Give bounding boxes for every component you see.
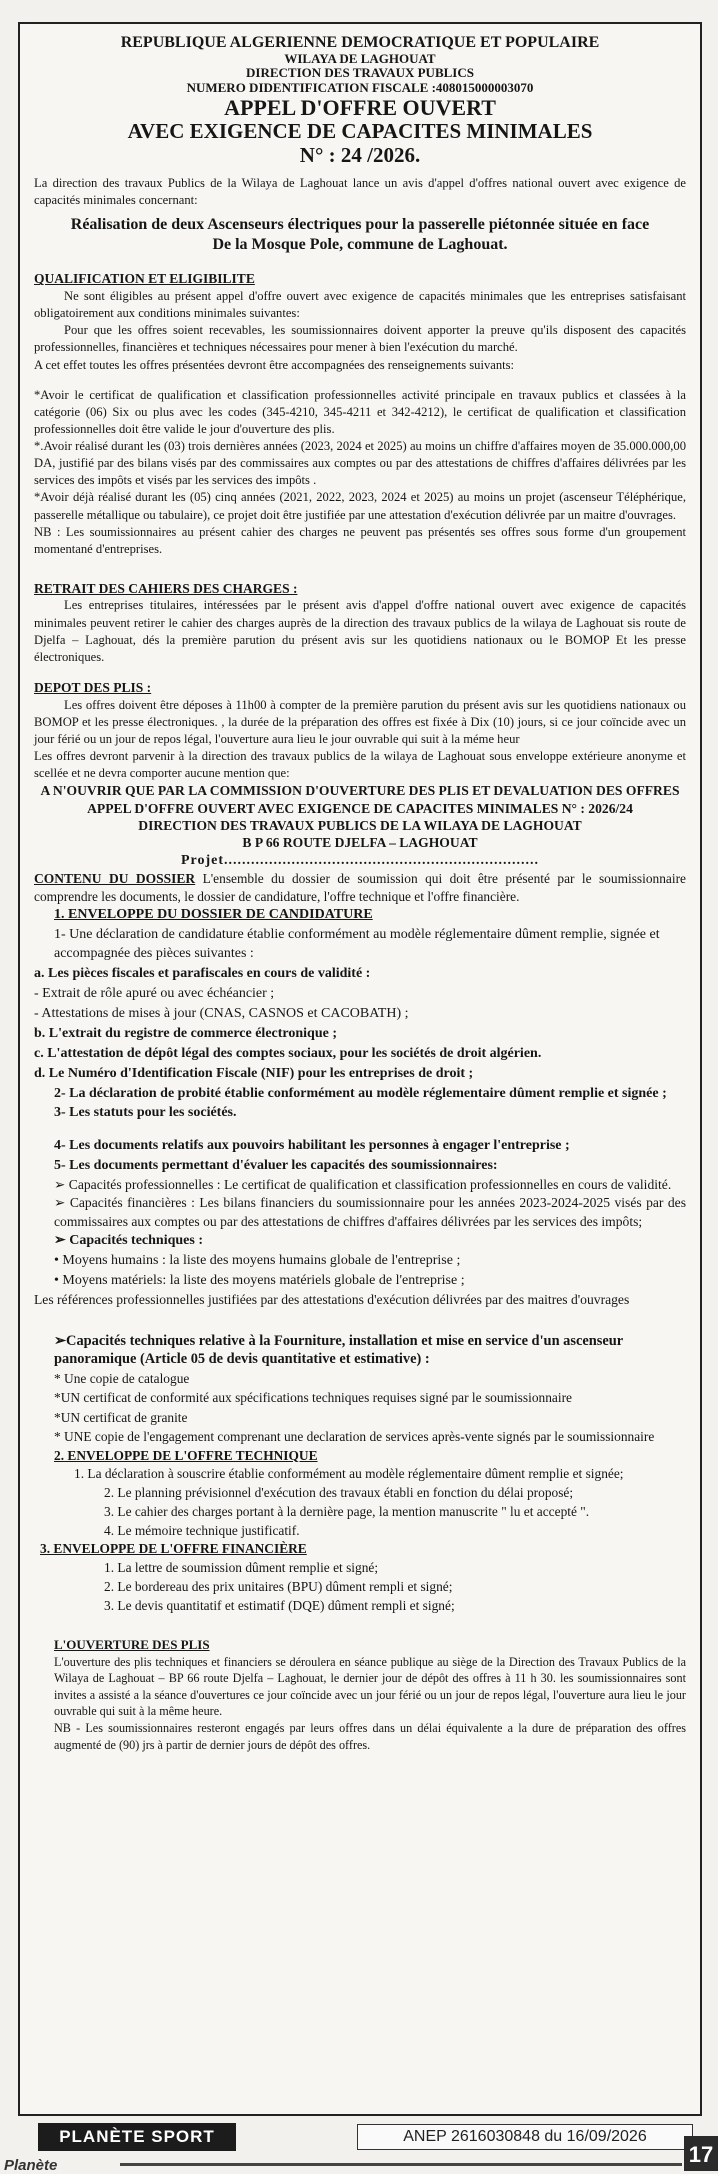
list-item: c. L'attestation de dépôt légal des comptes sociaux, pour les sociétés de droit algérien.: [34, 1045, 542, 1061]
direction-line: DIRECTION DES TRAVAUX PUBLICS: [246, 65, 474, 81]
notice-number: N° : 24 /2026.: [299, 142, 421, 167]
capacites-financieres: ➢ Capacités financières : Les bilans financiers du soumissionnaire pour les années 2023-2024-2025 visés par des commissaires aux comptes ou par des attestations de chiffres d'affaires délivrées par les services des impôts;: [54, 1195, 686, 1229]
capacites-techniques: ➢ Capacités techniques :: [54, 1233, 204, 1249]
envelope-caption-2: APPEL D'OFFRE OUVERT AVEC EXIGENCE DE CAPACITES MINIMALES N° : 2026/24: [87, 800, 633, 816]
depot-heading: DEPOT DES PLIS :: [34, 679, 152, 695]
fourniture-list: [34, 1369, 686, 1447]
publication-logo: Planète: [4, 2157, 58, 2171]
qualification-p3: A cet effet toutes les offres présentées devront être accompagnées des renseignements suivants:: [34, 357, 515, 372]
footer-rule: [120, 2163, 682, 2166]
project-line-1: Réalisation de deux Ascenseurs électriques pour la passerelle piétonnée située en face: [70, 216, 650, 234]
list-item: 2. Le planning prévisionnel d'exécution des travaux établi en fonction du délai proposé;: [104, 1485, 574, 1501]
contenu-heading: CONTENU DU DOSSIER: [34, 870, 196, 886]
nif-line: NUMERO DIDENTIFICATION FISCALE :408015000003070: [186, 80, 534, 95]
list-item: b. L'extrait du registre de commerce électronique ;: [34, 1025, 337, 1041]
list-item: 4. Le mémoire technique justificatif.: [104, 1523, 300, 1539]
qualification-bullet-1: *Avoir le certificat de qualification et classification professionnelles activité principale en travaux publics et classées à la catégorie (06) Six ou plus avec les codes (345-4210, 345-4211 et 342-4212), le certificat de qualification et classification professionnelles doit être valide le jour d'ouverture des plis.: [34, 387, 686, 436]
list-item: 3- Les statuts pour les sociétés.: [54, 1105, 237, 1121]
moyens-materiels: • Moyens matériels: la liste des moyens matériels globale de l'entreprise ;: [54, 1273, 465, 1289]
list-item: * Une copie de catalogue: [54, 1371, 190, 1386]
envelope-technique-heading: 2. ENVELOPPE DE L'OFFRE TECHNIQUE: [54, 1447, 318, 1463]
depot-p1: Les offres doivent être déposes à 11h00 à compter de la première parution du présent avis sur les quotidiens nationaux ou BOMOP et les presse électroniques. , la durée de la préparation des offres est fixée à Dix (10) jours, si ce jour coïncide avec un jour férié ou un jour de repos légal, l'ouverture aura lieu le jour ouvrable qui suit à la méme heur: [34, 697, 686, 746]
notice-title: APPEL D'OFFRE OUVERT: [224, 94, 496, 120]
wilaya-line: WILAYA DE LAGHOUAT: [284, 50, 436, 66]
envelope-caption-4: B P 66 ROUTE DJELFA – LAGHOUAT: [242, 835, 478, 851]
moyens-humains: • Moyens humains : la liste des moyens humains globale de l'entreprise ;: [54, 1253, 461, 1269]
projet-line: Projet......................................................................: [180, 852, 540, 868]
project-title: [34, 215, 686, 254]
ouverture-nb: NB - Les soumissionnaires resteront engagés par leurs offres dans un délai équivalente a la dure de préparation des offres augmenté de (90) jrs à partir de dernier jours de dépôt des offres.: [54, 1721, 686, 1752]
qualification-bullet-3: *Avoir déjà réalisé durant les (05) cinq années (2021, 2022, 2023, 2024 et 2025) au moins un projet (ascenseur Téléphérique, passerelle métallique ou tabulaire), ce projet doit être justifiée par une attestation d'exécution délivrée par un maitre d'ouvrages.: [34, 490, 686, 522]
list-item: *UN certificat de granite: [54, 1409, 188, 1425]
candidature-list: [34, 925, 686, 1124]
list-item: - Attestations de mises à jour (CNAS, CASNOS et CACOBATH) ;: [34, 1006, 409, 1021]
list-item: 1- Une déclaration de candidature établie conformément au modèle réglementaire dûment remplie, signée et accompagnée des pièces suivantes :: [54, 926, 660, 962]
project-line-2: De la Mosque Pole, commune de Laghouat.: [212, 235, 508, 253]
retrait-heading: RETRAIT DES CAHIERS DES CHARGES :: [34, 580, 298, 596]
contenu-paragraph: [34, 870, 686, 906]
retrait-text: Les entreprises titulaires, intéressées par le présent avis d'appel d'offre national ouvert avec exigence de capacités minimales peuvent retirer le cahier des charges auprès de la direction des travaux publics de la wilaya de Laghouat sis route de Djelfa – Laghouat, dés la première parution du présent avis sur les quotidiens nationaux ou le BOMOP Et les presse électroniques.: [34, 598, 686, 664]
envelope-candidature-heading: 1. ENVELOPPE DU DOSSIER DE CANDIDATURE: [54, 907, 373, 923]
list-item: 1. La lettre de soumission dûment remplie et signé;: [104, 1559, 379, 1575]
contenu-intro: L'ensemble du dossier de soumission qui doit être présenté par le soumissionnaire comprendre les documents, le dossier de candidature, l'offre technique et l'offre financière.: [34, 870, 686, 905]
list-item: 2- La déclaration de probité établie conformément au modèle réglementaire dûment remplie et signée ;: [54, 1085, 667, 1101]
list-item: 3. Le cahier des charges portant à la dernière page, la mention manuscrite " lu et accepté ".: [104, 1504, 590, 1520]
capacites-professionnelles: ➢ Capacités professionnelles : Le certificat de qualification et classification professionnelles en cours de validité.: [54, 1177, 672, 1192]
republic-header: REPUBLIQUE ALGERIENNE DEMOCRATIQUE ET POPULAIRE: [120, 34, 600, 51]
envelope-caption-1: A N'OUVRIR QUE PAR LA COMMISSION D'OUVERTURE DES PLIS ET DEVALUATION DES OFFRES: [40, 783, 680, 799]
notice-subtitle: AVEC EXIGENCE DE CAPACITES MINIMALES: [127, 119, 593, 144]
capacites-fourniture: ➢Capacités techniques relative à la Fourniture, installation et mise en service d'un ascenseur panoramique (Article 05 de devis quantitative et estimative) :: [54, 1332, 623, 1368]
tender-notice: [18, 22, 702, 2116]
list-item: d. Le Numéro d'Identification Fiscale (NIF) pour les entreprises de droit ;: [34, 1065, 474, 1081]
qualification-nb: NB : Les soumissionnaires au présent cahier des charges ne peuvent pas présentés ses offres sous forme d'un groupement momentané d'entreprises.: [34, 524, 686, 556]
list-item: - Extrait de rôle apuré ou avec échéancier ;: [34, 986, 275, 1002]
candidature-list-2: [34, 1136, 686, 1176]
intro-text: La direction des travaux Publics de la Wilaya de Laghouat lance un avis d'appel d'offres national ouvert avec exigence de capacités minimales concernant:: [34, 176, 686, 208]
list-item: 1. La déclaration à souscrire établie conformément au modèle réglementaire dûment remplie et signée;: [74, 1466, 624, 1482]
list-item: 5- Les documents permettant d'évaluer les capacités des soumissionnaires:: [54, 1158, 498, 1174]
qualification-bullet-2: *.Avoir réalisé durant les (03) trois dernières années (2023, 2024 et 2025) au moins un chiffre d'affaires moyen de 35.000.000,00 DA, justifié par des bilans visés par des commissaires aux comptes ou par des attestations de chiffres d'affaires délivrées par les services des impôts et visés par les services des impôts .: [34, 439, 686, 488]
depot-p2: Les offres devront parvenir à la direction des travaux publics de la wilaya de Laghouat sous enveloppe extérieure anonyme et scellée et ne devra comporter aucune mention que:: [34, 748, 686, 780]
references-professionnelles: Les références professionnelles justifiées par des attestations d'exécution délivrées par des maitres d'ouvrages: [34, 1292, 630, 1308]
list-item: 4- Les documents relatifs aux pouvoirs habilitant les personnes à engager l'entreprise ;: [54, 1138, 570, 1154]
qualification-heading: QUALIFICATION ET ELIGIBILITE: [34, 271, 255, 287]
page-number: 17: [684, 2136, 718, 2171]
list-item: 2. Le bordereau des prix unitaires (BPU) dûment rempli et signé;: [104, 1578, 453, 1594]
anep-reference: ANEP 2616030848 du 16/09/2026: [357, 2124, 693, 2150]
qualification-p1: Ne sont éligibles au présent appel d'offre ouvert avec exigence de capacités minimales que les entreprises satisfaisant obligatoirement aux conditions minimales suivantes:: [34, 289, 686, 321]
section-label: PLANÈTE SPORT: [38, 2123, 236, 2151]
financiere-list: [34, 1558, 686, 1615]
list-item: * UNE copie de l'engagement comprenant une declaration de services après-vente signés par le soumissionnaire: [54, 1429, 655, 1445]
qualification-p2: Pour que les offres soient recevables, les soumissionnaires doivent apporter la preuve qu'ils disposent des capacités professionnelles, financières et techniques nécessaires pour mener à bien l'exécution du marché.: [34, 323, 686, 355]
technique-list: [34, 1464, 686, 1540]
list-item: a. Les pièces fiscales et parafiscales en cours de validité :: [34, 966, 371, 982]
list-item: *UN certificat de conformité aux spécifications techniques requises signé par le soumissionnaire: [54, 1390, 572, 1406]
envelope-caption-3: DIRECTION DES TRAVAUX PUBLICS DE LA WILAYA DE LAGHOUAT: [138, 817, 582, 833]
list-item: 3. Le devis quantitatif et estimatif (DQE) dûment rempli et signé;: [104, 1597, 455, 1613]
ouverture-heading: L'OUVERTURE DES PLIS: [54, 1636, 210, 1652]
envelope-financiere-heading: 3. ENVELOPPE DE L'OFFRE FINANCIÈRE: [40, 1541, 307, 1557]
ouverture-text: L'ouverture des plis techniques et financiers se déroulera en séance publique au siège de la Direction des Travaux Publics de la Wilaya de Laghouat – BP 66 route Djelfa – Laghouat, le dernier jour de dépôt des offres à 11 h 30. les soumissionnaires sont invites a assisté a la séance d'ouvertures ce jour coïncide avec un jour férié ou un jour de repos légal, l'ouverture aura lieu le jour ouvrable qui suit à la même heure.: [54, 1654, 686, 1719]
